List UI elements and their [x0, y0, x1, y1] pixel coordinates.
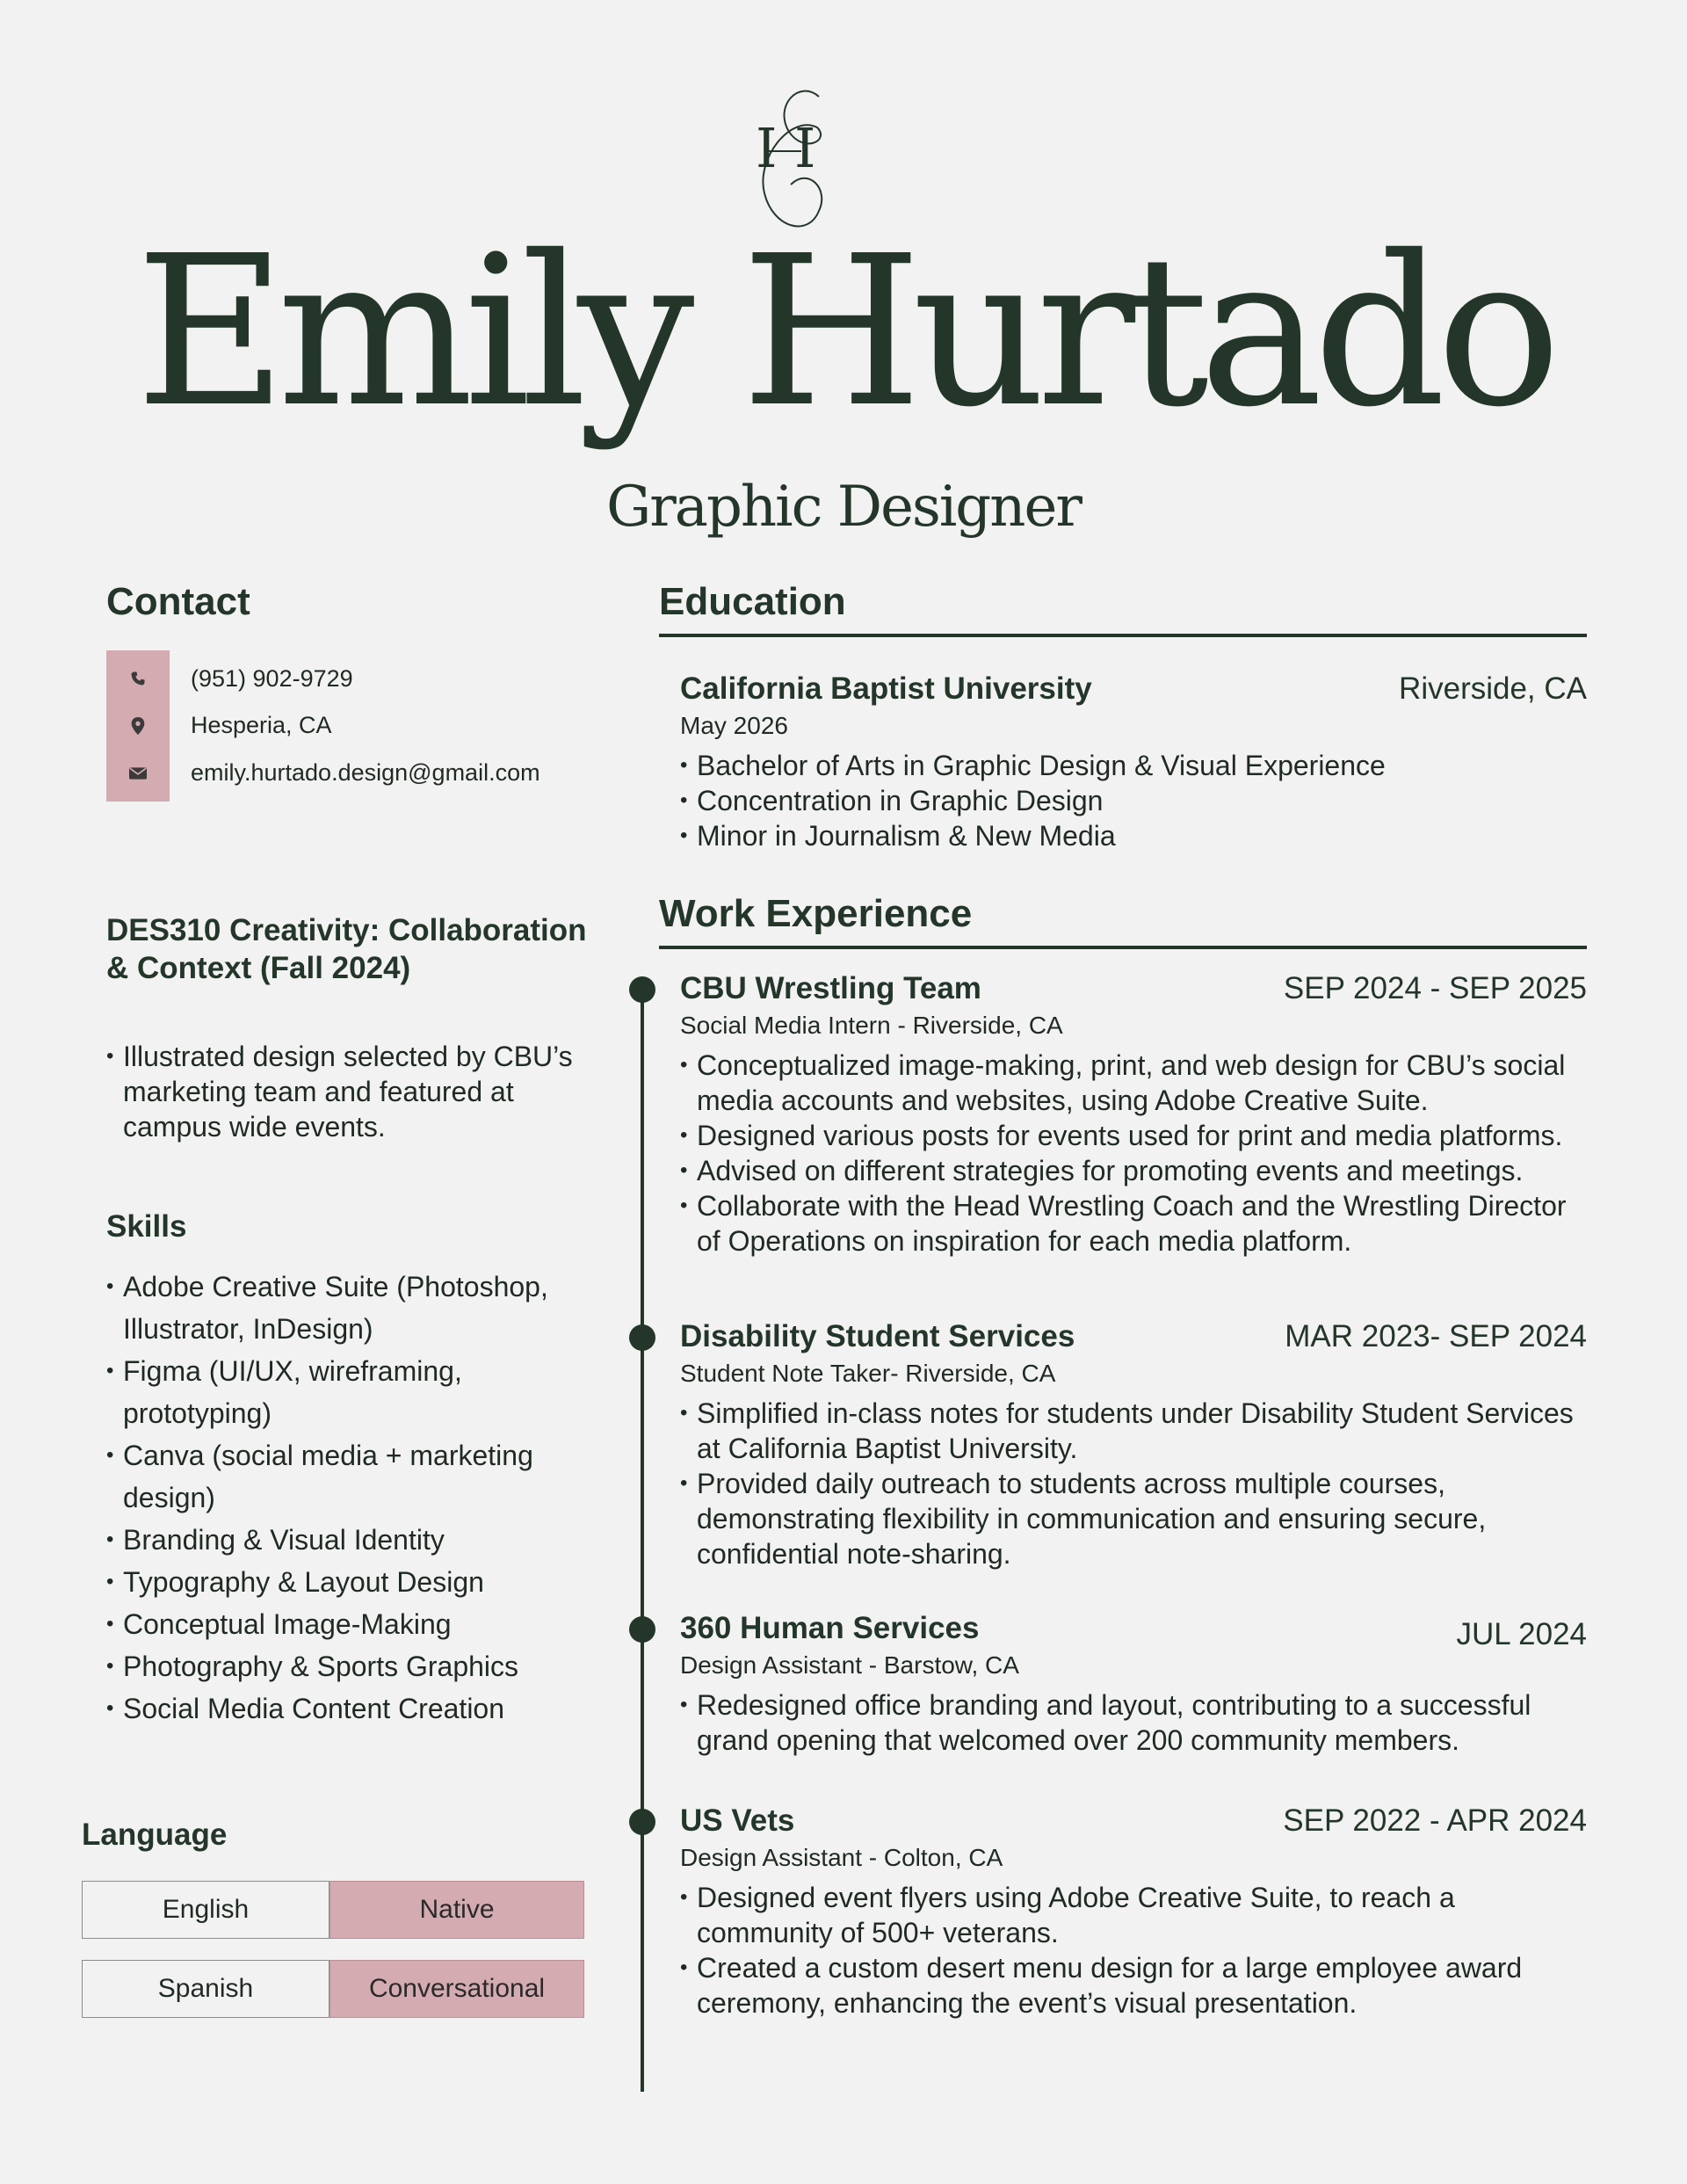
job-role: Social Media Intern - Riverside, CA — [680, 1012, 1063, 1039]
section-divider — [659, 946, 1587, 949]
mail-icon — [106, 756, 170, 791]
skills-list — [106, 1266, 581, 1730]
job-dates: SEP 2022 - APR 2024 — [1283, 1803, 1587, 1838]
contact-icon-strip — [106, 650, 170, 802]
svg-text:I: I — [756, 116, 778, 180]
language-heading: Language — [82, 1818, 228, 1852]
job-bullets — [680, 1396, 1585, 1571]
graduation-date: May 2026 — [680, 712, 788, 739]
job-dates: MAR 2023- SEP 2024 — [1285, 1319, 1587, 1353]
location-pin-icon — [106, 708, 170, 744]
skill-item: • Conceptual Image-Making — [106, 1603, 581, 1645]
language-row — [82, 1881, 584, 1939]
timeline-line — [641, 986, 644, 2092]
skill-item: • Social Media Content Creation — [106, 1687, 581, 1730]
skills-heading: Skills — [106, 1209, 187, 1244]
skill-item: • Photography & Sports Graphics — [106, 1645, 581, 1687]
skill-item: • Canva (social media + marketing design) — [106, 1434, 581, 1519]
contact-heading: Contact — [106, 580, 250, 623]
job-bullets — [680, 1687, 1585, 1758]
list-item: • Designed various posts for events used for print and media platforms. — [680, 1118, 1585, 1153]
skill-item: • Branding & Visual Identity — [106, 1519, 581, 1561]
list-item: • Illustrated design selected by CBU’s marketing team and featured at campus wide events. — [106, 1039, 581, 1144]
language-name: Spanish — [82, 1960, 329, 2018]
contact-location: Hesperia, CA — [191, 712, 332, 738]
contact-phone: (951) 902-9729 — [191, 665, 353, 692]
job-organization: 360 Human Services — [680, 1611, 980, 1645]
job-role: Design Assistant - Colton, CA — [680, 1844, 1003, 1871]
timeline-dot — [629, 976, 655, 1003]
skill-item: • Typography & Layout Design — [106, 1561, 581, 1603]
work-heading: Work Experience — [659, 892, 973, 935]
timeline-dot — [629, 1616, 655, 1643]
list-item: • Simplified in-class notes for students under Disability Student Services at California Baptist University. — [680, 1396, 1585, 1466]
contact-email[interactable]: emily.hurtado.design@gmail.com — [191, 759, 540, 786]
course-heading: DES310 Creativity: Collaboration & Context (Fall 2024) — [106, 913, 587, 985]
list-item: • Redesigned office branding and layout, contributing to a successful grand opening that welcomed over 200 community members. — [680, 1687, 1585, 1758]
job-dates: SEP 2024 - SEP 2025 — [1283, 971, 1587, 1005]
job-bullets — [680, 1880, 1585, 2021]
phone-icon — [106, 661, 170, 696]
job-organization: US Vets — [680, 1803, 795, 1838]
job-role: Design Assistant - Barstow, CA — [680, 1651, 1019, 1679]
school-name: California Baptist University — [680, 671, 1092, 706]
job-organization: CBU Wrestling Team — [680, 971, 981, 1005]
skill-item: • Adobe Creative Suite (Photoshop, Illustrator, InDesign) — [106, 1266, 581, 1350]
list-item: • Concentration in Graphic Design — [680, 783, 1585, 818]
list-item: • Advised on different strategies for promoting events and meetings. — [680, 1153, 1585, 1188]
list-item: • Designed event flyers using Adobe Creative Suite, to reach a community of 500+ veterans. — [680, 1880, 1585, 1950]
school-location: Riverside, CA — [1399, 671, 1587, 706]
job-role: Student Note Taker- Riverside, CA — [680, 1360, 1056, 1387]
section-divider — [659, 634, 1587, 637]
svg-text:I: I — [794, 116, 816, 180]
list-item: • Minor in Journalism & New Media — [680, 818, 1585, 853]
education-heading: Education — [659, 580, 846, 623]
timeline-dot — [629, 1809, 655, 1835]
job-dates: JUL 2024 — [1456, 1617, 1587, 1651]
list-item: • Provided daily outreach to students across multiple courses, demonstrating flexibility in communication and ensuring secure, confidential note-sharing. — [680, 1466, 1585, 1571]
list-item: • Conceptualized image-making, print, and web design for CBU’s social media accounts and websites, using Adobe Creative Suite. — [680, 1048, 1585, 1118]
skill-item: • Figma (UI/UX, wireframing, prototyping) — [106, 1350, 581, 1434]
timeline-dot — [629, 1324, 655, 1351]
education-bullets — [680, 748, 1585, 853]
language-row — [82, 1960, 584, 2018]
resume-name: Emily Hurtado — [135, 211, 1552, 453]
list-item: • Bachelor of Arts in Graphic Design & Visual Experience — [680, 748, 1585, 783]
language-level: Conversational — [329, 1960, 584, 2018]
language-name: English — [82, 1881, 329, 1939]
course-bullets — [106, 1039, 581, 1144]
list-item: • Created a custom desert menu design for a large employee award ceremony, enhancing the event’s visual presentation. — [680, 1950, 1585, 2021]
job-organization: Disability Student Services — [680, 1319, 1075, 1353]
job-bullets — [680, 1048, 1585, 1259]
list-item: • Collaborate with the Head Wrestling Coach and the Wrestling Director of Operations on inspiration for each media platform. — [680, 1188, 1585, 1259]
job-title: Graphic Designer — [606, 475, 1081, 540]
language-level: Native — [329, 1881, 584, 1939]
